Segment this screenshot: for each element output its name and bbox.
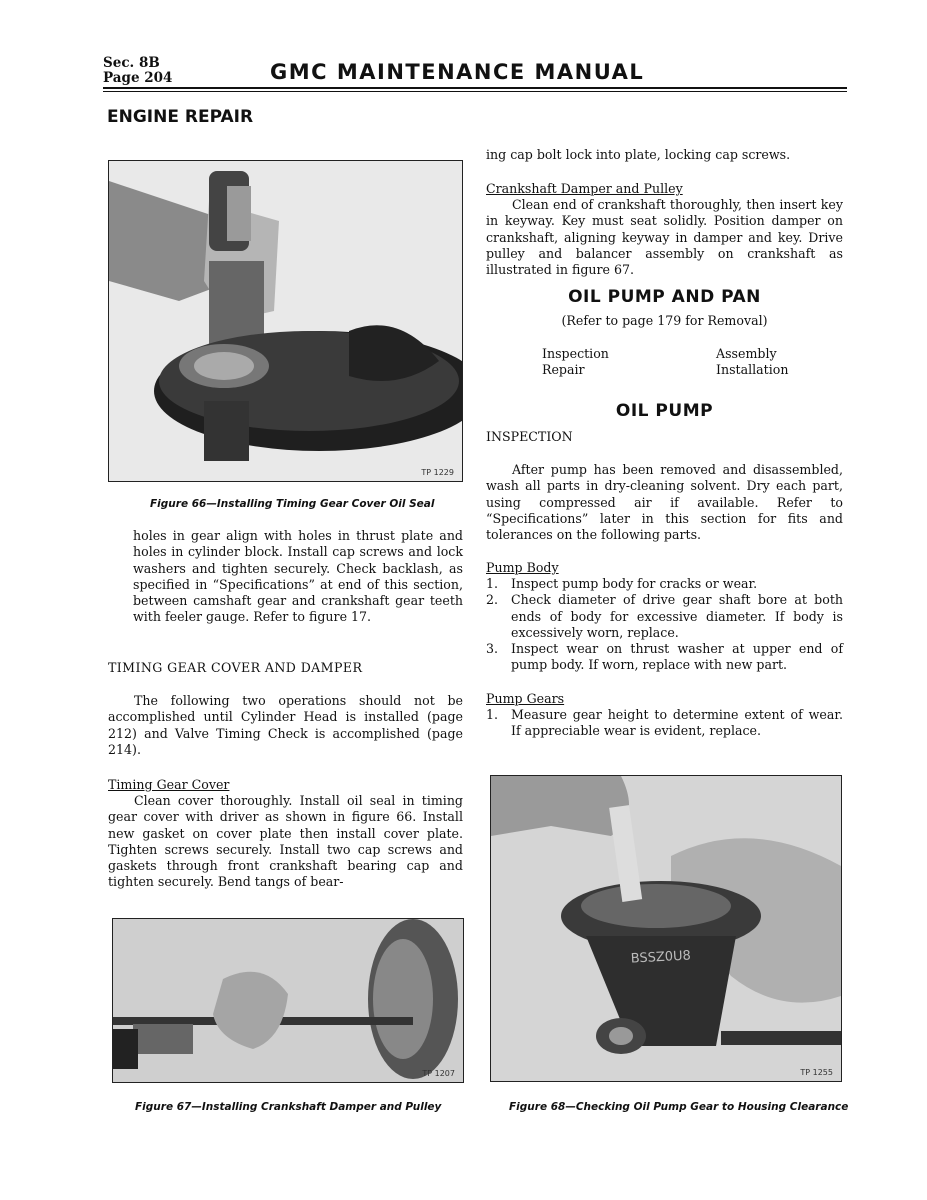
pump-gears-step-1: 1. Measure gear height to determine extent of wear. If appreciable wear is evident, replace.	[486, 707, 843, 739]
header-rule-thin	[103, 91, 847, 92]
figure-68-image	[490, 775, 842, 1082]
pump-gears-subhead: Pump Gears	[486, 691, 565, 706]
left-paragraph-2: The following two operations should not be accomplished until Cylinder Head is installed (page 212) and Valve Timing Check is accomplished (page 214).	[108, 693, 463, 757]
manual-title: GMC MAINTENANCE MANUAL	[270, 60, 645, 84]
left-paragraph-3: Clean cover thoroughly. Install oil seal in timing gear cover with driver as shown in figure 66. Install new gasket on cover plate then install cover plate. Tighten screws securely. Install two cap screws and gaskets through front crankshaft bearing cap and tighten securely. Bend tangs of bear-	[108, 793, 463, 890]
page-label: Page 204	[103, 70, 173, 86]
pump-body-step-2: 2. Check diameter of drive gear shaft bore at both ends of body for excessive diameter. If body is excessively worn, replace.	[486, 592, 843, 640]
oil-pump-and-pan-heading: OIL PUMP AND PAN	[568, 287, 761, 307]
figure-66-tp: TP 1229	[421, 468, 454, 477]
crankshaft-damper-illustration	[113, 919, 463, 1082]
sec-label: Sec. 8B	[103, 55, 160, 71]
figure-68-caption: Figure 68—Checking Oil Pump Gear to Housing Clearance	[509, 1101, 849, 1113]
crankshaft-damper-subhead: Crankshaft Damper and Pulley	[486, 181, 683, 196]
toc-repair: Repair	[542, 362, 585, 378]
figure-67-tp: TP 1207	[422, 1069, 455, 1078]
toc-installation: Installation	[716, 362, 789, 378]
timing-gear-heading: TIMING GEAR COVER AND DAMPER	[108, 660, 363, 675]
header-rule	[103, 87, 847, 89]
figure-67-caption: Figure 67—Installing Crankshaft Damper and Pulley	[135, 1101, 442, 1113]
pump-body-step-1: 1. Inspect pump body for cracks or wear.	[486, 576, 758, 591]
pump-body-subhead: Pump Body	[486, 560, 559, 575]
toc-right	[716, 346, 788, 379]
refer-note: (Refer to page 179 for Removal)	[561, 313, 768, 328]
timing-gear-cover-subhead: Timing Gear Cover	[108, 777, 230, 792]
inspection-label: INSPECTION	[486, 429, 573, 444]
toc-left	[542, 346, 609, 379]
timing-gear-cover-illustration	[109, 161, 462, 481]
section-title: ENGINE REPAIR	[107, 107, 254, 127]
pump-body-step-3: 3. Inspect wear on thrust washer at upper end of pump body. If worn, replace with new part.	[486, 641, 843, 673]
oil-pump-heading: OIL PUMP	[615, 401, 714, 421]
section-number	[103, 56, 172, 86]
pump-body-steps	[486, 576, 843, 674]
pump-body-marking: BSSZ0U8	[630, 948, 692, 967]
left-paragraph-1: holes in gear align with holes in thrust plate and holes in cylinder block. Install cap screws and lock washers and tighten securely. Check backlash, as specified in “Specifications” at end of this section, between camshaft gear and crankshaft gear teeth with feeler gauge. Refer to figure 17.	[133, 528, 463, 625]
inspection-paragraph: After pump has been removed and disassembled, wash all parts in dry-cleaning solvent. Dry each part, using compressed air if available. Refer to “Specifications” later in this section for fits and tolerances on the following parts.	[486, 462, 843, 543]
pump-gears-steps	[486, 707, 843, 740]
damper-paragraph: Clean end of crankshaft thoroughly, then insert key in keyway. Key must seat solidly. Position damper on crankshaft, aligning keyway in damper and key. Drive pulley and balancer assembly on crankshaft as illustrated in figure 67.	[486, 197, 843, 278]
figure-66-image	[108, 160, 463, 482]
oil-pump-illustration	[491, 776, 841, 1081]
figure-67-image	[112, 918, 464, 1083]
toc-inspection: Inspection	[542, 346, 609, 361]
figure-66-caption: Figure 66—Installing Timing Gear Cover Oil Seal	[150, 498, 435, 510]
right-continuation: ing cap bolt lock into plate, locking cap screws.	[486, 147, 791, 162]
toc-assembly: Assembly	[716, 346, 777, 361]
figure-68-tp: TP 1255	[800, 1068, 833, 1077]
